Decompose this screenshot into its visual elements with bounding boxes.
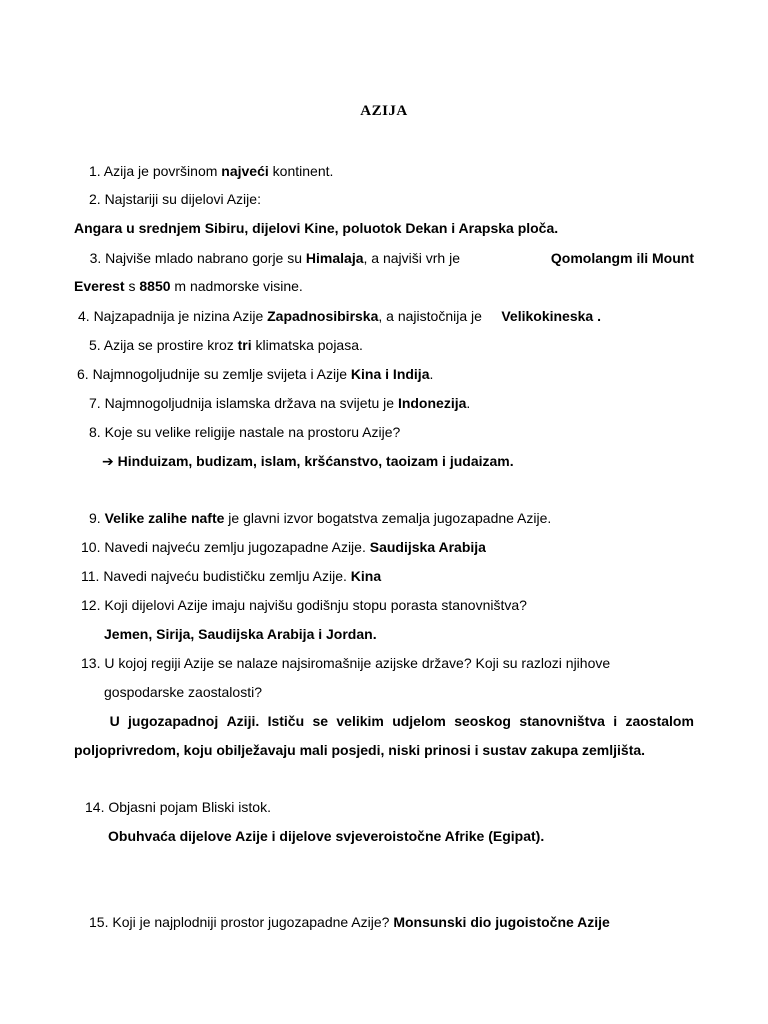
question-3 [74,249,694,267]
question-3-lead [74,249,460,267]
question-text: s [124,278,140,294]
arrow-icon: ➔ [102,453,114,469]
indent-spacer [74,712,101,730]
question-text: 11. Navedi najveću budističku zemlju Azije. [81,568,351,584]
answer-14 [108,827,544,845]
answer-word: udjelom [392,713,446,729]
answer-word: Ističu [267,713,305,729]
question-10 [81,538,486,556]
question-text: 7. Najmnogoljudnija islamska država na svijetu je [89,395,398,411]
question-3-continued [74,277,303,295]
question-2: 2. Najstariji su dijelovi Azije: [89,191,261,207]
answer-text: Zapadnosibirska [267,308,379,324]
question-1 [89,162,333,180]
answer-8 [102,452,514,470]
question-text: klimatska pojasa. [251,337,363,353]
question-text: 1. Azija je površinom [89,163,222,179]
answer-text: Angara u srednjem Sibiru, dijelovi Kine, poluotok Dekan i Arapska ploča. [74,220,559,236]
answer-text: Jemen, Sirija, Saudijska Arabija i Jordan. [104,626,377,642]
question-6 [77,365,433,383]
answer-text: Obuhvaća dijelove Azije i dijelove svjeveroistočne Afrike (Egipat). [108,828,545,844]
answer-13-line-2 [74,741,645,759]
answer-text: Indonezija [397,395,467,411]
answer-text: Saudijska Arabija [369,539,486,555]
answer-word: seoskog [454,713,511,729]
answer-word: se [312,713,329,729]
question-text: 15. Koji je najplodniji prostor jugozapadne Azije? [89,914,394,930]
question-13-continued: gospodarske zaostalosti? [104,684,262,700]
answer-text: Monsunski dio jugoistočne Azije [393,914,610,930]
question-text: . [429,366,434,382]
answer-text: Hinduizam, budizam, islam, kršćanstvo, taoizam i judaizam. [117,453,514,469]
answer-word: Aziji. [226,713,260,729]
answer-text: Velikokineska . [501,308,601,324]
answer-word: jugozapadnoj [128,713,219,729]
question-text: 9. [89,510,105,526]
answer-word: stanovništva [519,713,605,729]
question-12: 12. Koji dijelovi Azije imaju najvišu godišnju stopu porasta stanovništva? [81,597,527,613]
question-text: 5. Azija se prostire kroz [89,337,238,353]
question-9 [89,509,551,527]
answer-word: i [613,713,618,729]
question-5 [89,336,363,354]
question-text: 3. Najviše mlado nabrano gorje su [89,250,306,266]
answer-text: najveći [221,163,269,179]
question-15 [89,913,610,931]
question-text: , a najviši vrh je [363,250,460,266]
question-4 [78,307,601,325]
question-text: kontinent. [268,163,334,179]
answer-word: zaostalom [625,713,694,729]
answer-text: 8850 [139,278,171,294]
question-7 [89,394,470,412]
answer-text: Kina [350,568,382,584]
answer-text: Qomolangm ili Mount [550,250,694,266]
question-8: 8. Koje su velike religije nastale na prostoru Azije? [89,424,401,440]
question-text: je glavni izvor bogatstva zemalja jugozapadne Azije. [224,510,552,526]
page-title: AZIJA [360,103,408,119]
answer-text: poljoprivredom, koju obilježavaju mali posjedi, niski prinosi i sustav zakupa zemljišta. [74,742,646,758]
question-text: . [466,395,471,411]
answer-text: Himalaja [305,250,364,266]
answer-text: Kina i Indija [350,366,430,382]
question-text: 4. Najzapadnija je nizina Azije [78,308,268,324]
answer-text: Velike zalihe nafte [104,510,225,526]
question-text: m nadmorske visine. [170,278,303,294]
answer-word: U [109,713,120,729]
answer-text: Everest [74,278,125,294]
answer-12 [104,625,377,643]
question-text: , a najistočnija je [378,308,482,324]
answer-2 [74,219,558,237]
answer-13-line-1 [74,712,694,730]
answer-text: tri [237,337,252,353]
question-11 [81,567,381,585]
answer-word: velikim [336,713,384,729]
question-13: 13. U kojoj regiji Azije se nalaze najsiromašnije azijske države? Koji su razlozi njihove [81,655,611,671]
question-text: 6. Najmnogoljudnije su zemlje svijeta i Azije [77,366,351,382]
question-text: 10. Navedi najveću zemlju jugozapadne Azije. [81,539,370,555]
question-14: 14. Objasni pojam Bliski istok. [85,799,271,815]
